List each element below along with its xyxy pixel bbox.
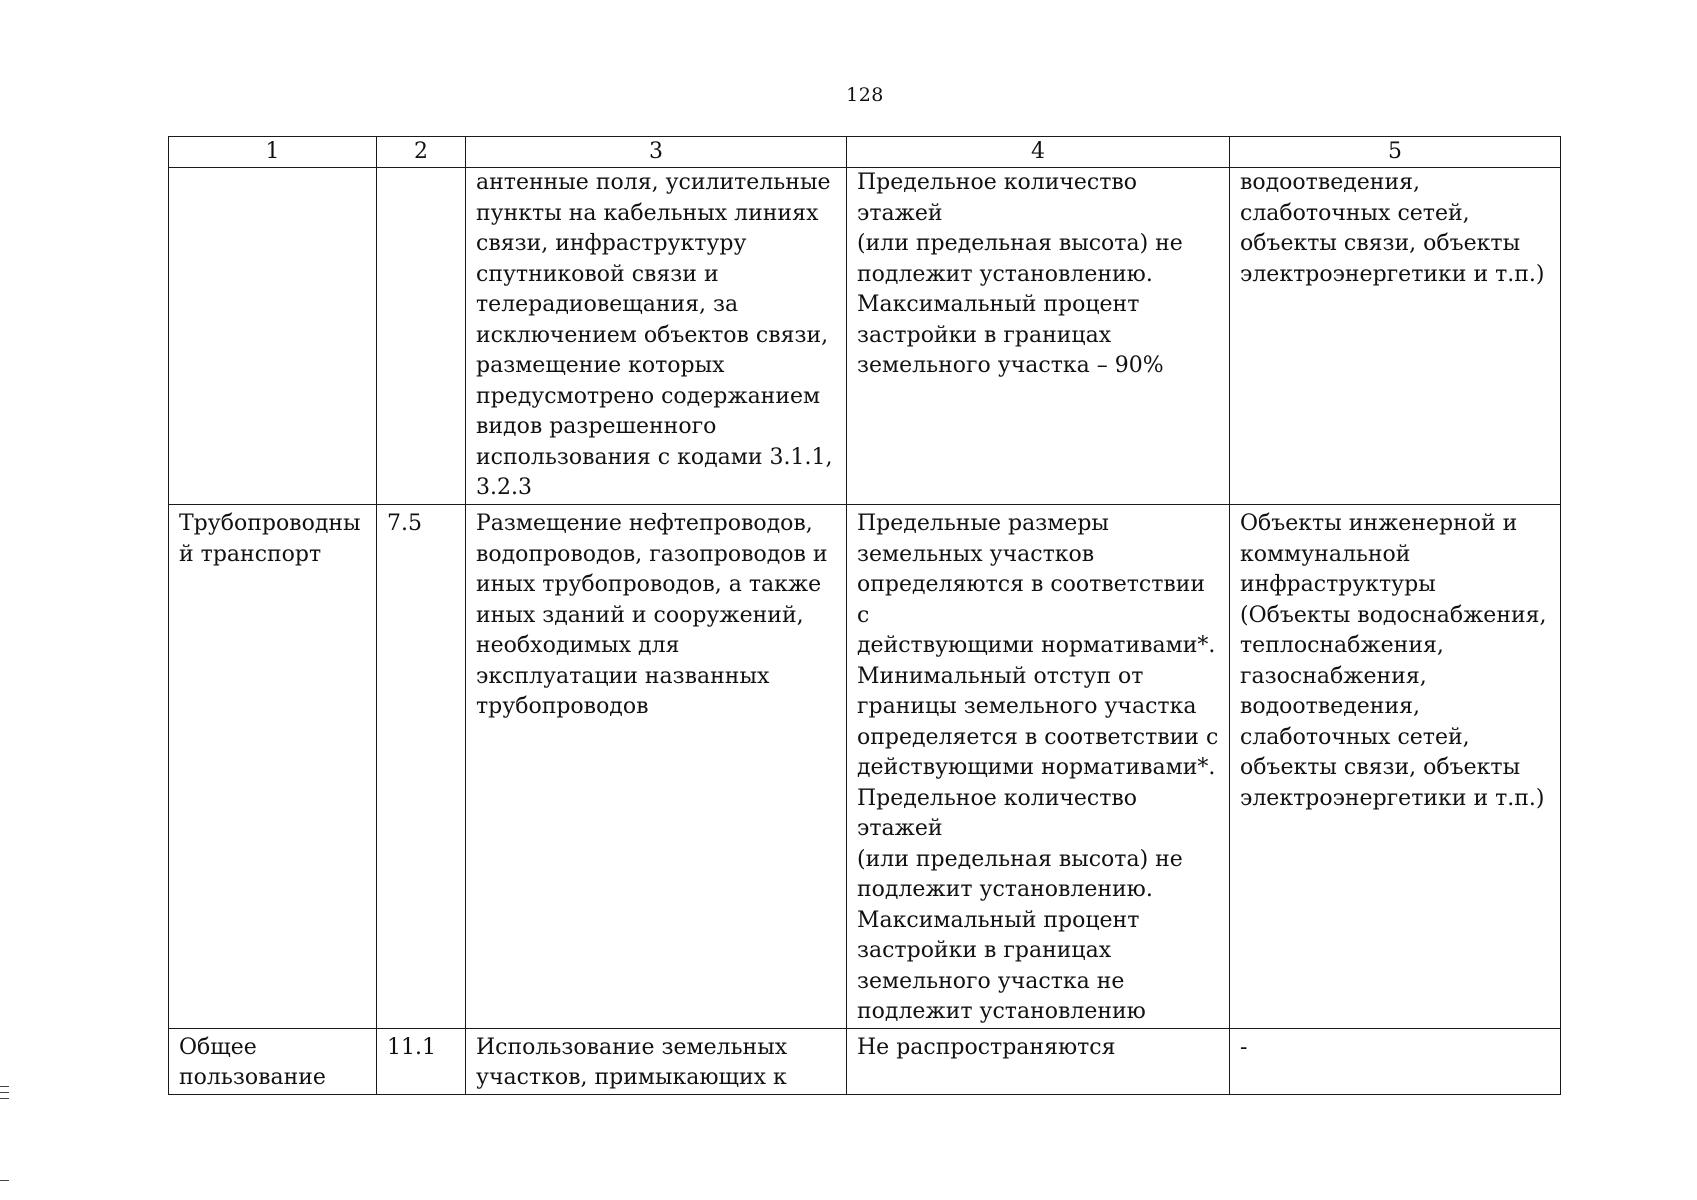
column-header-2: 2 [377,137,466,168]
table-cell [1230,505,1561,1029]
table-cell [169,1028,377,1094]
cell-text: Общее пользование [179,1034,326,1090]
table-cell [466,505,847,1029]
cell-text: Объекты инженерной и коммунальной инфраструктуры (Объекты водоснабжения, теплоснабжения, газоснабжения, водоотведения, слаботочных сетей, объекты связи, объекты электроэнергетики и т.п.) [1240,511,1547,811]
table-cell [1230,1028,1561,1094]
cell-text: 7.5 [387,511,422,536]
margin-mark [0,1098,9,1099]
regulations-table [168,136,1561,1095]
cell-text: Трубопроводны й транспорт [179,511,361,567]
page-number: 128 [846,84,884,106]
cell-text: Предельные размеры земельных участков определяются в соответствии с действующими нормативами*. Минимальный отступ от границы земельного участка определяется в соответствии с действующими нормативами*. Предельное количество этажей (или предельная высота) не подлежит установлению. Максимальный процент застройки в границах земельного участка не подлежит установлению [857,511,1219,1024]
column-header-4: 4 [847,137,1230,168]
margin-mark [0,1092,9,1093]
table-cell [466,1028,847,1094]
cell-text: Не распространяются [857,1034,1116,1060]
cell-text: Использование земельных участков, примыкающих к [476,1034,788,1090]
margin-mark [0,1180,9,1181]
table-row [169,505,1561,1029]
table-cell [847,168,1230,505]
cell-text: Размещение нефтепроводов, водопроводов, газопроводов и иных трубопроводов, а также иных зданий и сооружений, необходимых для эксплуатации названных трубопроводов [476,511,828,719]
table-cell [169,505,377,1029]
table-cell [847,505,1230,1029]
cell-text: антенные поля, усилительные пункты на кабельных линиях связи, инфраструктуру спутниковой связи и телерадиовещания, за исключением объектов связи, размещение которых предусмотрено содержанием видов разрешенного использования с кодами 3.1.1, 3.2.3 [476,170,833,500]
table-header-row [169,137,1561,168]
table-cell [377,505,466,1029]
margin-mark [0,1086,9,1087]
table-cell [466,168,847,505]
cell-text: 11.1 [387,1034,436,1060]
cell-text: - [1240,1034,1248,1060]
table-cell [847,1028,1230,1094]
table-cell [377,168,466,505]
column-header-3: 3 [466,137,847,168]
column-header-1: 1 [169,137,377,168]
table-row [169,168,1561,505]
table-cell [377,1028,466,1094]
table-cell [169,168,377,505]
column-header-5: 5 [1230,137,1561,168]
table-cell [1230,168,1561,505]
cell-text: водоотведения, слаботочных сетей, объекты связи, объекты электроэнергетики и т.п.) [1240,170,1545,287]
cell-text: Предельное количество этажей (или предельная высота) не подлежит установлению. Максимальный процент застройки в границах земельного участка – 90% [857,170,1183,378]
table-row [169,1028,1561,1094]
